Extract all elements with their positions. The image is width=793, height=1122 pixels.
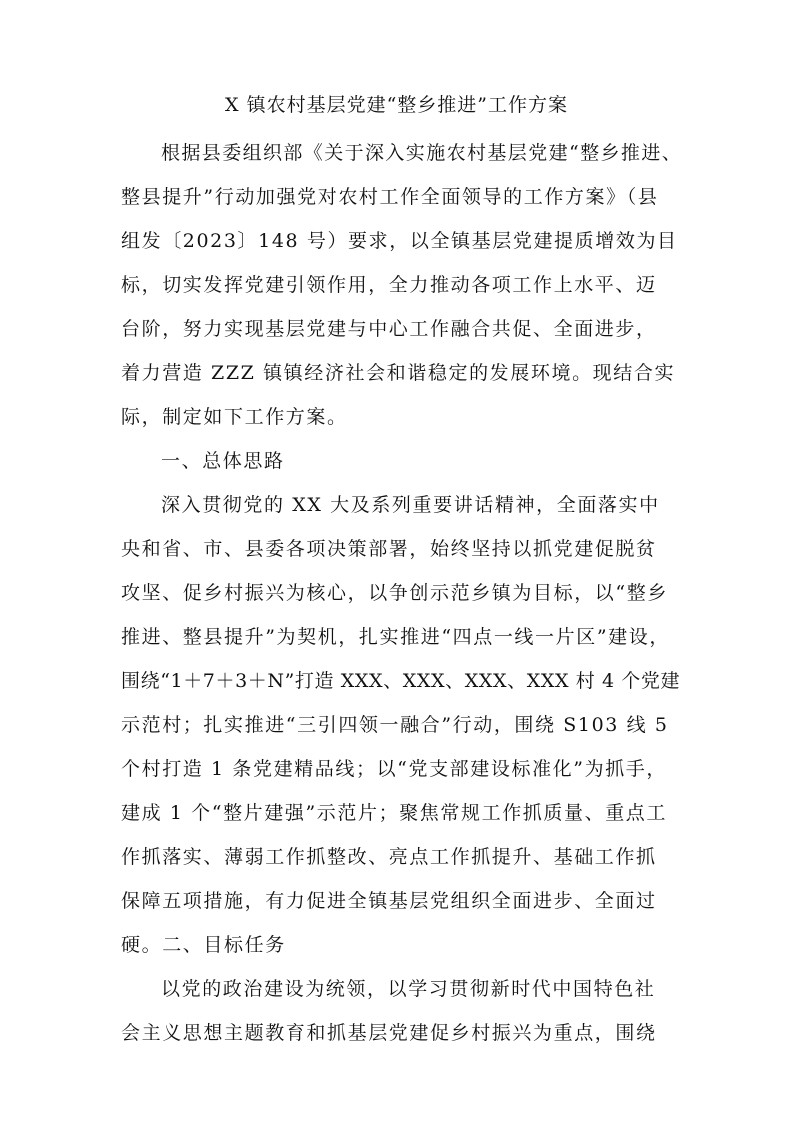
paragraph-line: 会主义思想主题教育和抓基层党建促乡村振兴为重点，围绕 (121, 1022, 657, 1044)
paragraph-line: 际，制定如下工作方案。 (121, 406, 348, 428)
paragraph-line: 围绕“1＋7＋3＋N”打造 XXX、XXX、XXX、XXX 村 4 个党建 (121, 670, 681, 692)
paragraph-line: 组发〔2023〕148 号）要求，以全镇基层党建提质增效为目 (121, 230, 678, 252)
paragraph-line: 作抓落实、薄弱工作抓整改、亮点工作抓提升、基础工作抓 (121, 846, 657, 868)
section-heading: 一、总体思路 (161, 450, 285, 472)
paragraph-line: 深入贯彻党的 XX 大及系列重要讲话精神，全面落实中 (161, 494, 660, 516)
paragraph-line: 推进、整县提升”为契机，扎实推进“四点一线一片区”建设， (121, 626, 670, 648)
paragraph-line: 示范村；扎实推进“三引四领一融合”行动，围绕 S103 线 5 (121, 714, 669, 736)
paragraph-line: 攻坚、促乡村振兴为核心，以争创示范乡镇为目标，以“整乡 (121, 582, 668, 604)
paragraph-line: 保障五项措施，有力促进全镇基层党组织全面进步、全面过 (121, 890, 657, 912)
paragraph-line: 着力营造 ZZZ 镇镇经济社会和谐稳定的发展环境。现结合实 (121, 362, 676, 384)
paragraph-line: 以党的政治建设为统领，以学习贯彻新时代中国特色社 (161, 978, 656, 1000)
paragraph-line: 个村打造 1 条党建精品线；以“党支部建设标准化”为抓手， (121, 758, 667, 780)
document-title: X 镇农村基层党建“整乡推进”工作方案 (225, 94, 568, 116)
paragraph-line: 央和省、市、县委各项决策部署，始终坚持以抓党建促脱贫 (121, 538, 657, 560)
paragraph-line: 建成 1 个“整片建强”示范片；聚焦常规工作抓质量、重点工 (121, 802, 667, 824)
paragraph-line: 台阶，努力实现基层党建与中心工作融合共促、全面进步， (121, 318, 657, 340)
paragraph-line: 硬。二、目标任务 (121, 934, 286, 956)
paragraph-line: 根据县委组织部《关于深入实施农村基层党建“整乡推进、 (161, 142, 683, 164)
paragraph-line: 整县提升”行动加强党对农村工作全面领导的工作方案》（县 (121, 186, 659, 208)
paragraph-line: 标，切实发挥党建引领作用，全力推动各项工作上水平、迈 (121, 274, 657, 296)
